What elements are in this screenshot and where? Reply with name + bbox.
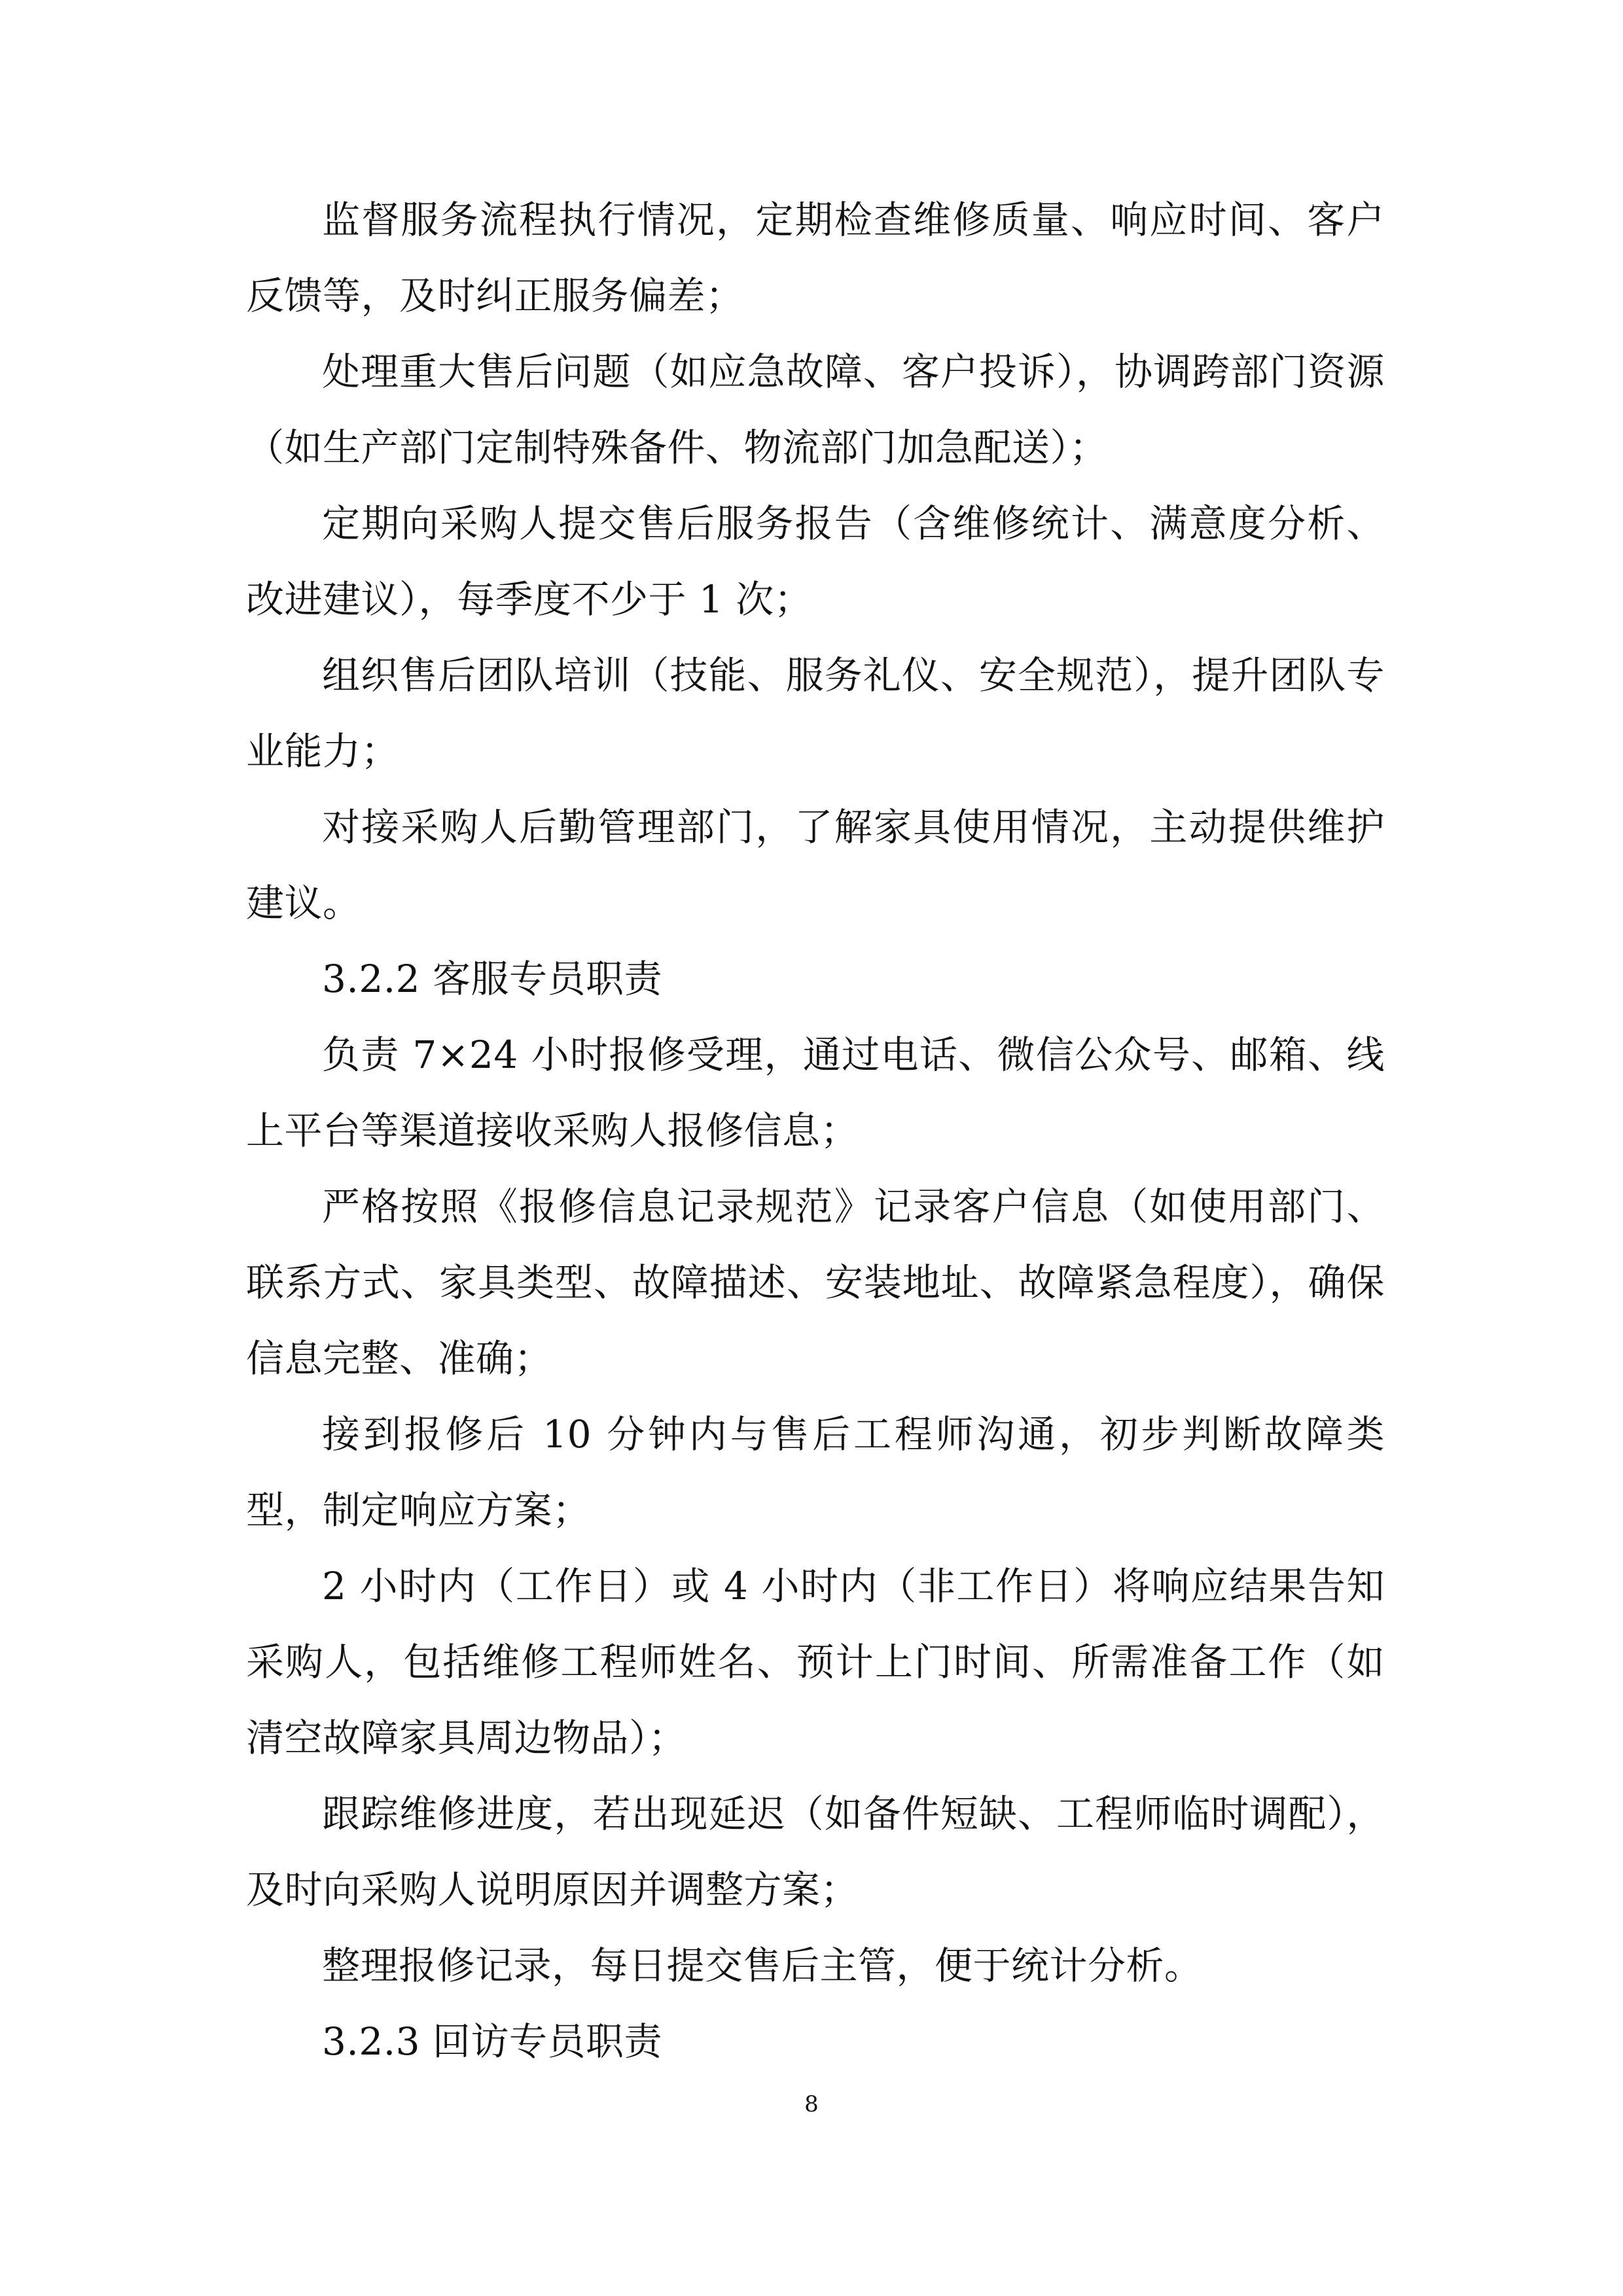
body-text [246,182,1385,2079]
paragraph-organize-records: 整理报修记录，每日提交售后主管，便于统计分析。 [322,1943,1203,1988]
section-heading-customer-service: 3.2.2 客服专员职责 [322,957,663,1001]
paragraph-service-report: 定期向采购人提交售后服务报告（含维修统计、满意度分析、改进建议），每季度不少于 1 次； [246,501,1385,622]
paragraph-engineer-communication: 接到报修后 10 分钟内与售后工程师沟通，初步判断故障类型，制定响应方案； [246,1412,1385,1532]
paragraph-logistics-liaison: 对接采购人后勤管理部门，了解家具使用情况，主动提供维护建议。 [246,805,1385,925]
paragraph-handle-major-issues: 处理重大售后问题（如应急故障、客户投诉），协调跨部门资源（如生产部门定制特殊备件、物流部门加急配送）； [246,349,1385,470]
paragraph-response-notification: 2 小时内（工作日）或 4 小时内（非工作日）将响应结果告知采购人，包括维修工程师姓名、预计上门时间、所需准备工作（如清空故障家具周边物品）； [246,1564,1385,1760]
paragraph-repair-intake: 负责 7×24 小时报修受理，通过电话、微信公众号、邮箱、线上平台等渠道接收采购人报修信息； [246,1033,1385,1153]
page-number: 8 [804,2091,819,2117]
paragraph-team-training: 组织售后团队培训（技能、服务礼仪、安全规范），提升团队专业能力； [246,653,1385,773]
section-heading-follow-up: 3.2.3 回访专员职责 [322,2019,663,2064]
paragraph-record-info: 严格按照《报修信息记录规范》记录客户信息（如使用部门、联系方式、家具类型、故障描述、安装地址、故障紧急程度），确保信息完整、准确； [246,1184,1385,1381]
paragraph-track-progress: 跟踪维修进度，若出现延迟（如备件短缺、工程师临时调配），及时向采购人说明原因并调整方案； [246,1792,1385,1912]
paragraph-supervise-service: 监督服务流程执行情况，定期检查维修质量、响应时间、客户反馈等，及时纠正服务偏差； [246,198,1385,318]
